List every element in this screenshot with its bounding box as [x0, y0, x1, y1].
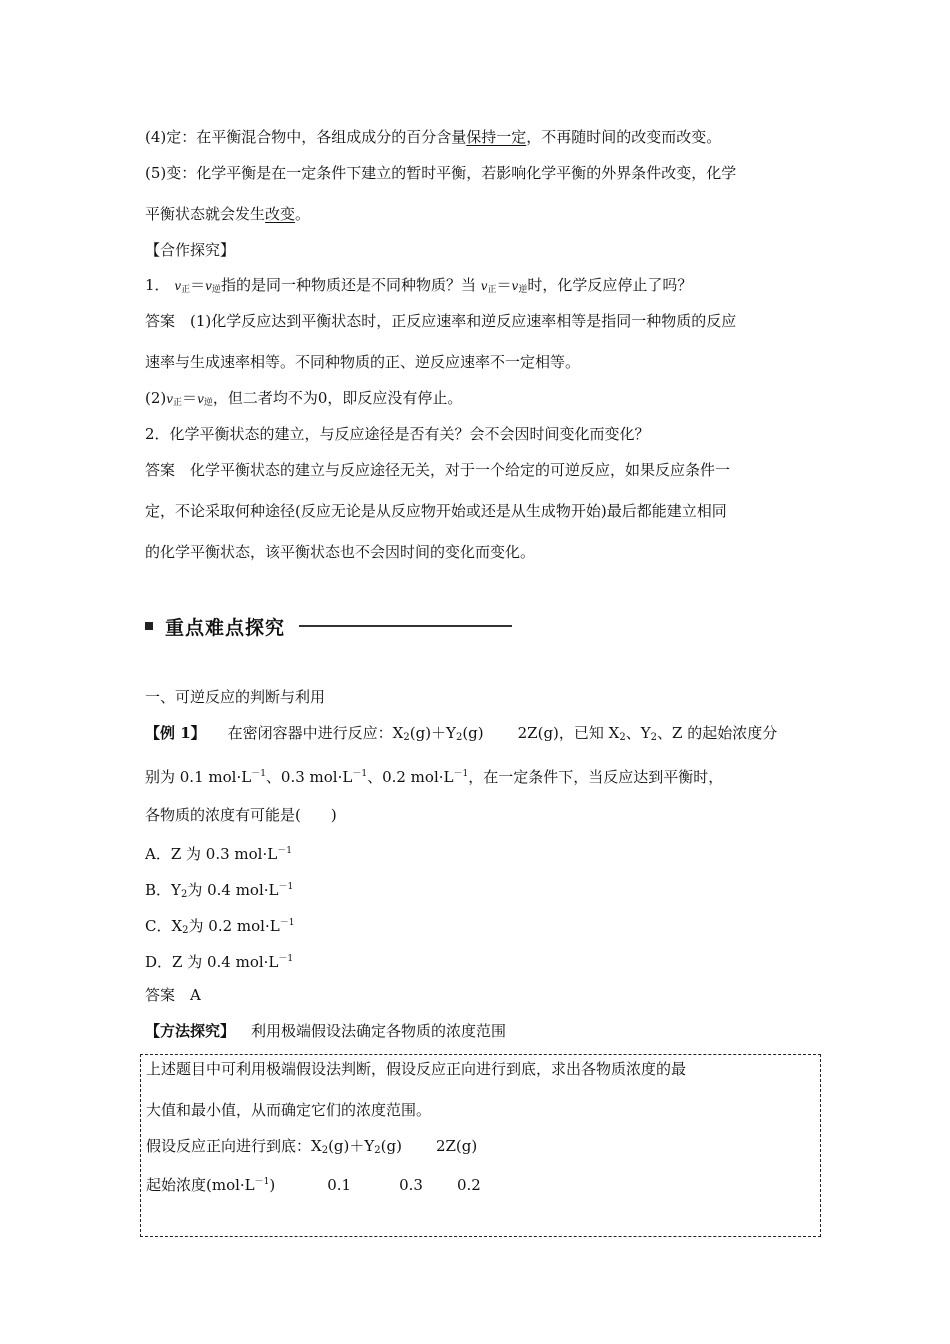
v-symbol: v [197, 392, 204, 406]
v-sub-ni: 逆 [211, 285, 221, 295]
p5-underlined: 改变 [265, 205, 296, 223]
ex-text: 、0.2 mol·L [367, 768, 454, 786]
answer-2-line3: 的化学平衡状态，该平衡状态也不会因时间的变化而变化。 [145, 543, 536, 561]
ex-text: ，在一定条件下，当反应达到平衡时， [468, 768, 724, 786]
question-2: 2．化学平衡状态的建立，与反应途径是否有关？会不会因时间变化而变化？ [145, 425, 650, 443]
ex-text: (g) [462, 724, 484, 742]
ex-text: 在密闭容器中进行反应：X [227, 724, 404, 742]
superscript: －1 [352, 769, 368, 779]
ex-text: 、Z 的起始浓度分 [657, 724, 778, 742]
example-1-line3: 各物质的浓度有可能是( ) [145, 806, 337, 824]
initial-y2: 0.3 [399, 1176, 423, 1194]
question-1 [145, 275, 692, 300]
p4-text: (4)定：在平衡混合物中，各组成成分的百分含量 [145, 128, 467, 146]
paragraph-5-line1: (5)变：化学平衡是在一定条件下建立的暂时平衡，若影响化学平衡的外界条件改变，化学 [145, 164, 737, 182]
ex-text: 别为 0.1 mol·L [145, 768, 252, 786]
answer-2-line2: 定，不论采取何种途径(反应无论是从反应物开始或还是从生成物开始)最后都能建立相同 [145, 502, 727, 520]
superscript: －1 [279, 918, 295, 928]
option-text: 为 0.2 mol·L [188, 917, 280, 935]
example-label: 【例 1】 [145, 724, 206, 742]
superscript: －1 [278, 954, 294, 964]
coop-heading: 【合作探究】 [145, 241, 236, 259]
v-symbol: v [166, 392, 174, 406]
v-symbol: v [174, 279, 182, 293]
box-line4 [146, 1172, 481, 1195]
answer-1-line1: 答案 (1)化学反应达到平衡状态时，正反应速率和逆反应速率相等是指同一种物质的反应 [145, 312, 737, 330]
subscript: 2 [321, 1145, 329, 1156]
v-sub-ni: 逆 [203, 398, 213, 408]
option-text: D．Z 为 0.4 mol·L [145, 953, 279, 971]
v-sub-zheng: 正 [173, 398, 183, 408]
ex-text: 、Y [625, 724, 651, 742]
v-sub-ni: 逆 [518, 285, 528, 295]
option-b [145, 877, 293, 905]
box-text: ) [269, 1176, 276, 1194]
paragraph-4 [145, 127, 721, 147]
subscript: 2 [180, 889, 188, 900]
p4-underlined: 保持一定 [466, 128, 527, 146]
answer-1-line3 [145, 388, 462, 413]
answer-2-line1: 答案 化学平衡状态的建立与反应途径无关，对于一个给定的可逆反应，如果反应条件一 [145, 461, 731, 479]
equals: ＝ [496, 276, 512, 294]
q1-text-end: 时，化学反应停止了吗？ [527, 276, 693, 294]
option-text: C．X [145, 917, 183, 935]
p4-suffix: ，不再随时间的改变而改变。 [526, 128, 722, 146]
equals: ＝ [190, 276, 206, 294]
option-text: A．Z 为 0.3 mol·L [145, 845, 278, 863]
subscript: 2 [619, 732, 626, 743]
paragraph-5-line2 [145, 204, 310, 224]
p5-suffix: 。 [295, 205, 311, 223]
superscript: －1 [277, 846, 292, 856]
method-line [145, 1021, 506, 1041]
initial-x2: 0.1 [327, 1176, 352, 1194]
subscript: 2 [455, 732, 463, 743]
subscript: 2 [374, 1145, 381, 1156]
method-label: 【方法探究】 [145, 1022, 236, 1040]
example-1-line2 [145, 764, 723, 787]
subscript: 2 [182, 925, 189, 936]
sub-heading: 一、可逆反应的判断与利用 [145, 688, 326, 706]
a1-prefix: (2) [145, 389, 167, 407]
subscript: 2 [403, 732, 410, 743]
box-line3 [146, 1136, 477, 1161]
square-bullet-icon [145, 622, 153, 630]
initial-z: 0.2 [456, 1176, 481, 1194]
method-text: 利用极端假设法确定各物质的浓度范围 [251, 1022, 507, 1040]
box-text: (g) [380, 1137, 402, 1155]
box-text: 起始浓度(mol·L [146, 1176, 255, 1194]
v-symbol: v [511, 279, 519, 293]
option-c [145, 913, 294, 941]
v-symbol: v [480, 279, 488, 293]
v-sub-zheng: 正 [181, 285, 191, 295]
box-text: 假设反应正向进行到底：X [146, 1137, 322, 1155]
subscript: 2 [650, 732, 658, 743]
answer-1-line2: 速率与生成速率相等。不同种物质的正、逆反应速率不一定相等。 [145, 353, 581, 371]
answer: 答案 A [145, 986, 201, 1004]
section-title: 重点难点探究 [165, 616, 286, 639]
box-line1: 上述题目中可利用极端假设法判断，假设反应正向进行到底，求出各物质浓度的最 [146, 1060, 687, 1078]
superscript: －1 [254, 1177, 270, 1187]
superscript: －1 [278, 882, 294, 892]
p5-text: 平衡状态就会发生 [145, 205, 266, 223]
superscript: －1 [251, 769, 266, 779]
example-1-line1 [145, 723, 777, 748]
option-text: 为 0.4 mol·L [187, 881, 279, 899]
ex-text: 、0.3 mol·L [265, 768, 353, 786]
option-d [145, 949, 293, 972]
ex-text: (g)＋Y [409, 724, 456, 742]
box-text: (g)＋Y [328, 1137, 375, 1155]
v-symbol: v [205, 279, 212, 293]
section-header [145, 612, 512, 640]
superscript: －1 [453, 769, 469, 779]
section-rule [299, 625, 512, 627]
v-sub-zheng: 正 [487, 285, 497, 295]
option-a [145, 841, 292, 864]
a1-text: ，但二者均不为0，即反应没有停止。 [212, 389, 463, 407]
option-text: B．Y [145, 881, 181, 899]
equals: ＝ [182, 389, 198, 407]
q1-text: 指的是同一种物质还是不同种物质？当 [220, 276, 481, 294]
box-line2: 大值和最小值，从而确定它们的浓度范围。 [146, 1101, 432, 1119]
q1-number: 1． [145, 276, 170, 294]
ex-text: 2Z(g)，已知 X [517, 724, 620, 742]
box-text: 2Z(g) [435, 1137, 478, 1155]
